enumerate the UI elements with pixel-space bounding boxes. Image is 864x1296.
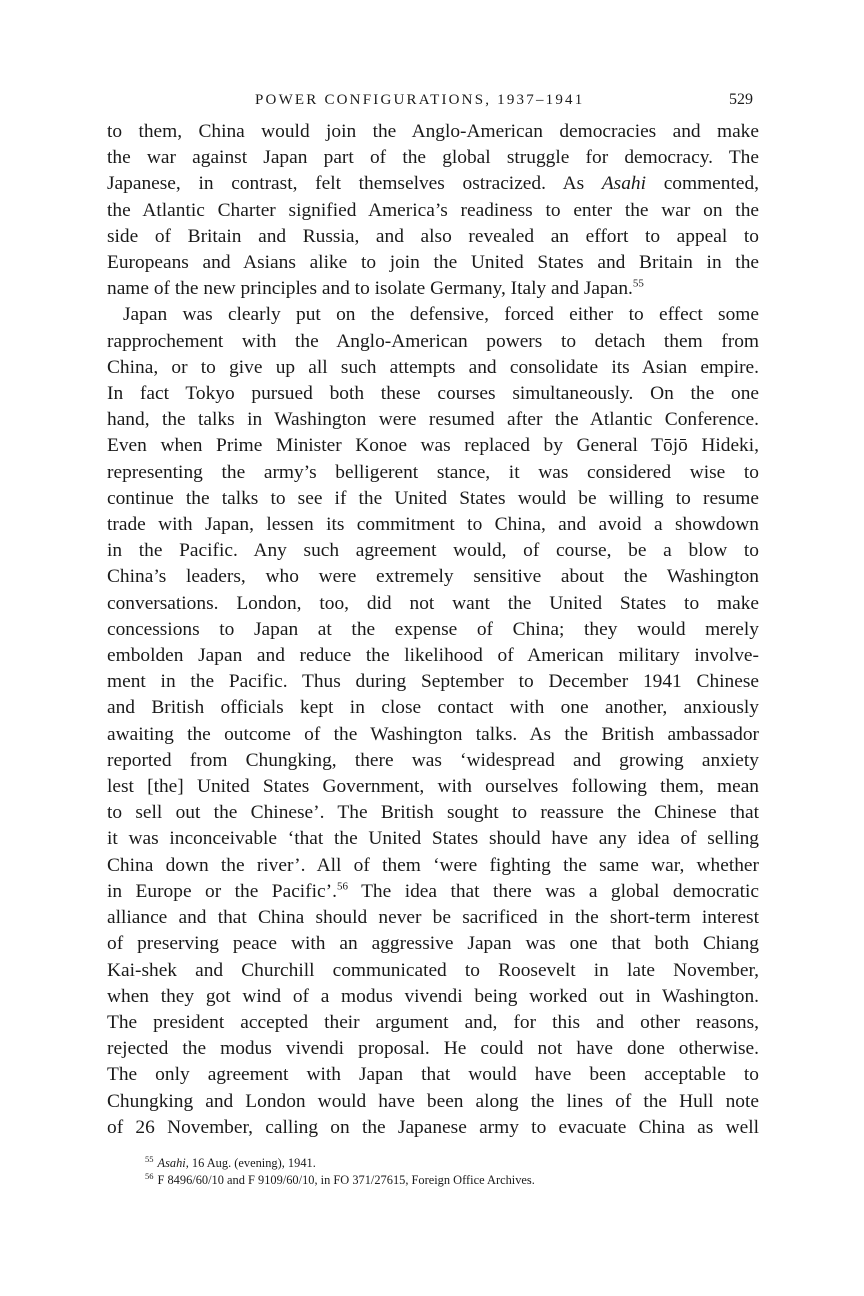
text-line: Even when Prime Minister Konoe was replaced by General Tōjō Hideki,: [107, 435, 759, 457]
page-number: 529: [729, 91, 753, 108]
text-line: the Atlantic Charter signified America’s readiness to enter the war on the: [107, 199, 759, 221]
text-line: rejected the modus vivendi proposal. He could not have done otherwise.: [107, 1038, 759, 1060]
text-line: to sell out the Chinese’. The British sought to reassure the Chinese that: [107, 802, 759, 824]
text-line: [107, 171, 759, 197]
text-line: In fact Tokyo pursued both these courses simultaneously. On the one: [107, 383, 759, 405]
text-line: The president accepted their argument and, for this and other reasons,: [107, 1011, 759, 1033]
text-line: embolden Japan and reduce the likelihood of American military involve-: [107, 645, 759, 667]
footnotes: [107, 1155, 759, 1189]
footnote-mark: 56: [145, 1170, 154, 1181]
running-head: [107, 88, 759, 112]
text-line: of 26 November, calling on the Japanese army to evacuate China as well: [107, 1116, 759, 1138]
text-line: in the Pacific. Any such agreement would, of course, be a blow to: [107, 540, 759, 562]
text-line: Europeans and Asians alike to join the United States and Britain in the: [107, 252, 759, 274]
running-title: POWER CONFIGURATIONS, 1937–1941: [255, 92, 585, 108]
body-text: [107, 119, 759, 1141]
book-page: [107, 88, 759, 1189]
footnote-56: [107, 1172, 759, 1189]
text-line: ment in the Pacific. Thus during September to December 1941 Chinese: [107, 671, 759, 693]
text-line: side of Britain and Russia, and also revealed an effort to appeal to: [107, 225, 759, 247]
text-line: China’s leaders, who were extremely sensitive about the Washington: [107, 566, 759, 588]
text-line: reported from Chungking, there was ‘widespread and growing anxiety: [107, 749, 759, 771]
footnote-mark: 55: [145, 1153, 154, 1164]
footnote-source: Asahi,: [157, 1155, 189, 1170]
text-line: and British officials kept in close contact with one another, anxiously: [107, 697, 759, 719]
text-line-segment: Japanese, in contrast, felt themselves ostracized. As: [107, 173, 585, 195]
text-line-segment: in Europe or the Pacific’.: [107, 880, 337, 902]
text-line-segment: The idea that there was a global democratic: [347, 880, 759, 902]
text-line: of preserving peace with an aggressive Japan was one that both Chiang: [107, 933, 759, 955]
text-line-segment: commented,: [646, 173, 759, 195]
paragraph-1: [107, 119, 759, 302]
text-line: to them, China would join the Anglo-American democracies and make: [107, 121, 759, 142]
paragraph-2: [107, 302, 759, 1141]
text-line: [107, 879, 759, 905]
text-line: when they got wind of a modus vivendi being worked out in Washington.: [107, 985, 759, 1007]
text-line: concessions to Japan at the expense of China; they would merely: [107, 618, 759, 640]
text-line: trade with Japan, lessen its commitment to China, and avoid a showdown: [107, 514, 759, 536]
text-line: conversations. London, too, did not want the United States to make: [107, 592, 759, 614]
footnote-text: F 8496/60/10 and F 9109/60/10, in FO 371/27615, Foreign Office Archives.: [157, 1172, 535, 1187]
text-line: China, or to give up all such attempts and consolidate its Asian empire.: [107, 356, 759, 378]
text-line: rapprochement with the Anglo-American powers to detach them from: [107, 330, 759, 352]
text-line: awaiting the outcome of the Washington talks. As the British ambassador: [107, 723, 759, 745]
newspaper-title: Asahi: [601, 173, 646, 195]
footnote-text: 16 Aug. (evening), 1941.: [188, 1155, 316, 1170]
footnote-reference: 56: [336, 880, 348, 893]
text-line: The only agreement with Japan that would have been acceptable to: [107, 1064, 759, 1086]
text-line: Japan was clearly put on the defensive, forced either to effect some: [123, 304, 759, 326]
text-line: continue the talks to see if the United States would be willing to resume: [107, 487, 759, 509]
text-line: representing the army’s belligerent stance, it was considered wise to: [107, 461, 759, 483]
text-line-segment: name of the new principles and to isolate Germany, Italy and Japan.: [107, 278, 633, 300]
text-line: Chungking and London would have been along the lines of the Hull note: [107, 1090, 759, 1112]
text-line: lest [the] United States Government, with ourselves following them, mean: [107, 776, 759, 798]
text-line: the war against Japan part of the global struggle for democracy. The: [107, 147, 759, 169]
text-line: Kai-shek and Churchill communicated to Roosevelt in late November,: [107, 959, 759, 981]
text-line: [107, 276, 759, 302]
text-line: hand, the talks in Washington were resumed after the Atlantic Conference.: [107, 409, 759, 431]
text-line: alliance and that China should never be sacrificed in the short-term interest: [107, 907, 759, 929]
text-line: China down the river’. All of them ‘were fighting the same war, whether: [107, 854, 759, 876]
footnote-55: [107, 1155, 759, 1172]
footnote-reference: 55: [632, 277, 644, 290]
text-line: it was inconceivable ‘that the United States should have any idea of selling: [107, 828, 759, 850]
